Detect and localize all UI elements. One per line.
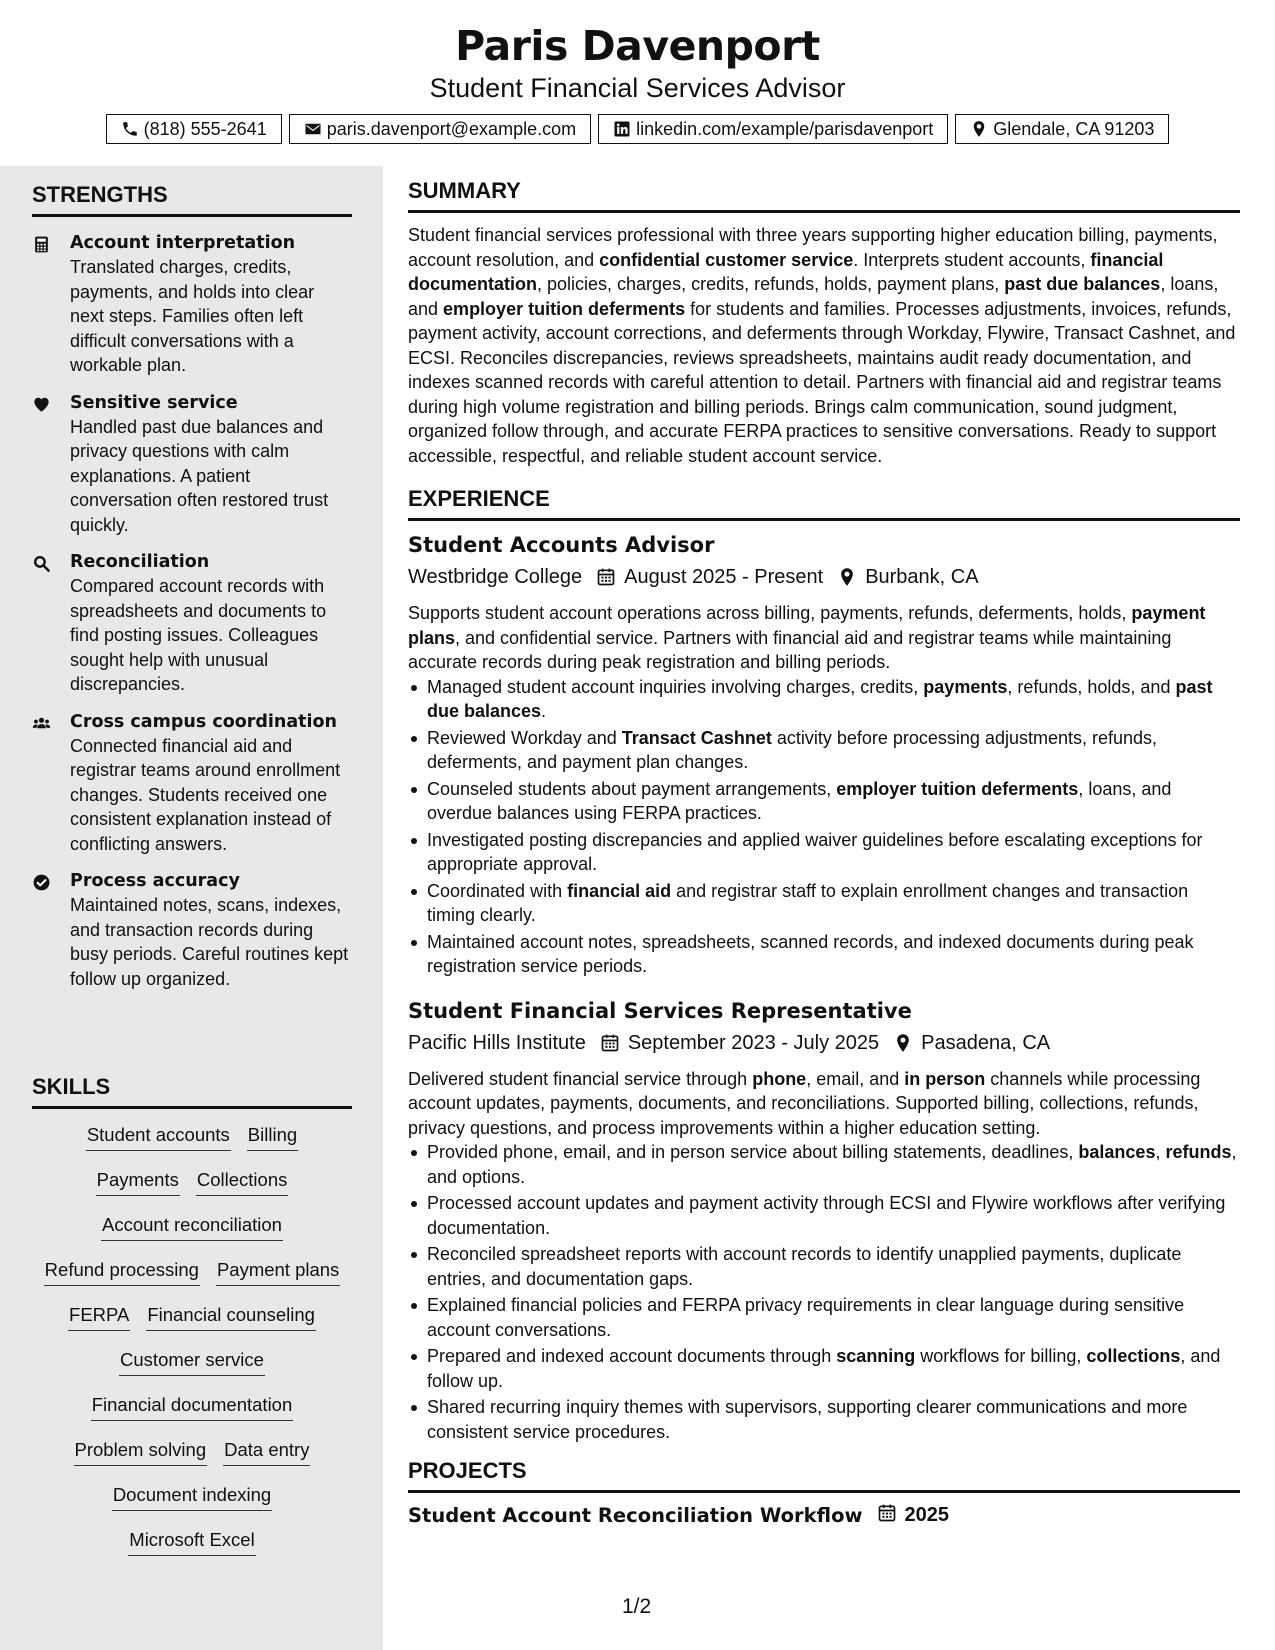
strength-item xyxy=(32,391,352,538)
bold-text: Transact Cashnet xyxy=(621,727,772,748)
project-year: 2025 xyxy=(904,1504,949,1526)
skill-row xyxy=(44,1258,341,1303)
skills-section xyxy=(32,1074,352,1573)
bullet-item xyxy=(408,1140,1240,1189)
summary-text xyxy=(408,223,1240,468)
text-run: Investigated posting discrepancies and applied waiver guidelines before escalating exceptions for appropriate approval. xyxy=(427,829,1203,874)
skill-tag: Financial documentation xyxy=(91,1393,294,1421)
bold-text: collections xyxy=(1086,1346,1181,1366)
strength-desc: Translated charges, credits, payments, and holds into clear next steps. Families often left difficult conversations with a workable plan. xyxy=(70,257,315,375)
contact-linkedin[interactable] xyxy=(598,114,948,144)
strength-desc: Maintained notes, scans, indexes, and transaction records during busy periods. Careful routines kept follow up organized. xyxy=(70,895,349,989)
text-run: Supports student account operations across billing, payments, refunds, deferments, holds, xyxy=(408,603,1132,623)
skill-tag: Payments xyxy=(96,1168,180,1196)
experience-heading: EXPERIENCE xyxy=(408,486,1240,521)
bold-text: employer tuition deferments xyxy=(836,778,1079,799)
job-intro xyxy=(408,601,1240,675)
bullet-item xyxy=(408,777,1240,826)
contact-location[interactable] xyxy=(955,114,1169,144)
job-company: Westbridge College xyxy=(408,566,583,588)
skill-tag: Payment plans xyxy=(216,1258,340,1286)
text-run: , policies, charges, credits, refunds, holds, payment plans, xyxy=(537,274,1005,294)
job-location: Burbank, CA xyxy=(865,566,979,588)
skill-row xyxy=(68,1303,316,1348)
project-entry xyxy=(408,1503,1240,1528)
job-meta xyxy=(408,1029,1240,1057)
text-run: Provided phone, email, and in person service about billing statements, deadlines, xyxy=(427,1142,1079,1162)
text-run: , and confidential service. Partners with financial aid and registrar teams while maintaining accurate records during peak registration and billing periods. xyxy=(408,627,1172,672)
text-run: workflows for billing, xyxy=(915,1346,1087,1366)
text-run: activity before processing adjustments, refunds, deferments, and payment plan changes. xyxy=(427,727,1158,772)
bold-text: financial documentation xyxy=(408,249,1164,294)
contact-email-text: paris.davenport@example.com xyxy=(326,118,577,139)
skill-tag: FERPA xyxy=(68,1303,130,1331)
skill-row xyxy=(91,1393,294,1438)
skill-row xyxy=(128,1528,255,1573)
text-run: for students and families. Processes adjustments, invoices, refunds, payment activity, account corrections, and deferments through Workday, Flywire, Transact Cashnet, and ECSI. Reconciles discrepancies, reviews spreadsheets, maintains audit ready documentation, and indexes scanned records with careful attention to detail. Partners with financial aid and registrar teams during high volume registration and billing periods. Brings calm communication, sound judgment, organized follow through, and accurate FERPA practices to sensitive conversations. Ready to support accessible, respectful, and reliable student account service. xyxy=(408,298,1236,466)
job-meta xyxy=(408,563,1240,591)
text-run: . xyxy=(541,701,547,721)
skill-tag: Billing xyxy=(247,1123,298,1151)
strength-item xyxy=(32,231,352,378)
bold-text: balances xyxy=(1078,1142,1156,1162)
text-run: Student financial services professional with three years supporting higher education billing, payments, account resolution, and xyxy=(408,225,1218,270)
text-run: and registrar staff to explain enrollment changes and transaction timing clearly. xyxy=(427,880,1189,925)
phone-icon xyxy=(121,120,139,138)
text-run: Delivered student financial service through xyxy=(408,1068,753,1089)
contact-phone-text: (818) 555-2641 xyxy=(143,118,267,139)
text-run: Coordinated with xyxy=(427,880,568,901)
bold-text: financial aid xyxy=(567,880,672,901)
skill-tag: Document indexing xyxy=(112,1483,272,1511)
bullet-item xyxy=(408,1191,1240,1240)
candidate-name: Paris Davenport xyxy=(455,22,820,70)
map-pin-icon xyxy=(837,567,865,587)
text-run: , loans, and overdue balances using FERPA practices. xyxy=(427,778,1172,823)
job-entry xyxy=(408,531,1240,979)
calendar-icon xyxy=(863,1503,905,1528)
resume-header xyxy=(0,0,1275,166)
sidebar xyxy=(0,166,383,1650)
bold-text: in person xyxy=(904,1068,986,1089)
job-dates: September 2023 - July 2025 xyxy=(627,1031,880,1054)
job-dates: August 2025 - Present xyxy=(624,566,824,588)
job-entry xyxy=(408,997,1240,1445)
search-icon xyxy=(32,550,60,697)
text-run: Maintained account notes, spreadsheets, scanned records, and indexed documents during peak registration service periods. xyxy=(427,931,1194,976)
strengths-heading: STRENGTHS xyxy=(32,182,352,217)
bullet-item xyxy=(408,675,1240,724)
contact-bar xyxy=(0,114,1275,144)
skill-tag: Student accounts xyxy=(86,1123,231,1151)
text-run: Managed student account inquiries involving charges, credits, xyxy=(427,676,924,697)
strength-name: Sensitive service xyxy=(70,392,238,413)
project-title: Student Account Reconciliation Workflow xyxy=(408,1504,863,1527)
users-icon xyxy=(32,710,60,857)
text-run: , refunds, holds, and xyxy=(1007,676,1176,697)
skill-row xyxy=(96,1168,289,1213)
strength-desc: Connected financial aid and registrar teams around enrollment changes. Students received one consistent explanation instead of conflicting answers. xyxy=(70,735,341,854)
calculator-icon xyxy=(32,231,60,378)
job-location: Pasadena, CA xyxy=(921,1031,1051,1054)
job-title: Student Accounts Advisor xyxy=(408,533,715,557)
strength-name: Reconciliation xyxy=(70,552,210,572)
text-run: , email, and xyxy=(806,1068,905,1089)
bullet-item xyxy=(408,828,1240,877)
main-column xyxy=(408,178,1240,1528)
strength-item xyxy=(32,710,352,857)
skill-tag: Data entry xyxy=(223,1438,310,1466)
bold-text: payments xyxy=(923,676,1008,697)
text-run: , loans, and xyxy=(408,274,1219,319)
bullet-item xyxy=(408,1395,1240,1444)
job-intro xyxy=(408,1067,1240,1141)
skill-row xyxy=(86,1123,298,1168)
projects-heading: PROJECTS xyxy=(408,1458,1240,1493)
bullet-item xyxy=(408,1242,1240,1291)
strength-desc: Handled past due balances and privacy questions with calm explanations. A patient conversation often restored trust quickly. xyxy=(70,416,329,535)
job-bullets xyxy=(408,1140,1240,1444)
bullet-item xyxy=(408,930,1240,979)
text-run: Reviewed Workday and xyxy=(427,727,622,748)
strength-name: Account interpretation xyxy=(70,233,296,253)
page-number: 1/2 xyxy=(622,1595,652,1618)
strength-item xyxy=(32,550,352,697)
strength-name: Process accuracy xyxy=(70,871,240,891)
skills-list xyxy=(32,1123,352,1573)
text-run: , and options. xyxy=(427,1142,1237,1187)
bullet-item xyxy=(408,1293,1240,1342)
map-pin-icon xyxy=(893,1033,921,1053)
contact-email[interactable] xyxy=(289,114,591,144)
bullet-item xyxy=(408,1344,1240,1393)
strength-name: Cross campus coordination xyxy=(70,711,338,732)
skill-row xyxy=(119,1348,265,1393)
contact-phone[interactable] xyxy=(106,114,282,144)
bold-text: refunds xyxy=(1165,1142,1232,1162)
job-bullets xyxy=(408,675,1240,979)
summary-heading: SUMMARY xyxy=(408,178,1240,213)
calendar-icon xyxy=(600,1033,628,1053)
text-run: Processed account updates and payment activity through ECSI and Flywire workflows after verifying documentation. xyxy=(427,1193,1226,1238)
bold-text: past due balances xyxy=(1004,274,1161,294)
text-run: . Interprets student accounts, xyxy=(853,249,1091,270)
bold-text: phone xyxy=(752,1068,807,1089)
text-run: Shared recurring inquiry themes with supervisors, supporting clearer communications and more consistent service procedures. xyxy=(427,1397,1188,1442)
map-pin-icon xyxy=(970,120,988,138)
text-run: channels while processing account updates, payments, documents, and reconciliations. Supported billing, collections, refunds, privacy questions, and process improvements within a higher education setting. xyxy=(408,1068,1201,1138)
strengths-section xyxy=(32,182,352,1004)
text-run: Reconciled spreadsheet reports with account records to identify unapplied payments, duplicate entries, and documentation gaps. xyxy=(427,1244,1182,1289)
text-run: , and follow up. xyxy=(427,1346,1221,1391)
text-run: Explained financial policies and FERPA privacy requirements in clear language during sensitive account conversations. xyxy=(427,1295,1185,1340)
skill-row xyxy=(101,1213,283,1258)
job-title: Student Financial Services Representative xyxy=(408,998,912,1023)
bold-text: scanning xyxy=(836,1346,916,1366)
strength-desc: Compared account records with spreadsheets and documents to find posting issues. Colleagues sought help with unusual discrepancies. xyxy=(70,576,327,694)
text-run: Prepared and indexed account documents through xyxy=(427,1346,837,1366)
bullet-item xyxy=(408,726,1240,775)
text-run: Counseled students about payment arrangements, xyxy=(427,778,837,799)
linkedin-icon xyxy=(613,120,631,138)
contact-location-text: Glendale, CA 91203 xyxy=(993,118,1155,139)
bold-text: payment plans xyxy=(408,603,1206,648)
skill-tag: Problem solving xyxy=(74,1438,208,1466)
candidate-title: Student Financial Services Advisor xyxy=(429,73,846,103)
contact-linkedin-text: linkedin.com/example/parisdavenport xyxy=(636,118,934,139)
strength-item xyxy=(32,869,352,991)
text-run: , xyxy=(1155,1142,1166,1162)
job-company: Pacific Hills Institute xyxy=(408,1031,586,1054)
envelope-icon xyxy=(304,120,322,138)
calendar-icon xyxy=(596,567,624,587)
skill-tag: Refund processing xyxy=(44,1258,200,1286)
skill-tag: Microsoft Excel xyxy=(128,1528,255,1556)
bullet-item xyxy=(408,879,1240,928)
bold-text: employer tuition deferments xyxy=(443,298,686,319)
skill-tag: Customer service xyxy=(119,1348,265,1376)
heart-icon xyxy=(32,391,60,538)
skill-tag: Collections xyxy=(196,1168,289,1196)
skill-tag: Account reconciliation xyxy=(101,1213,283,1241)
skill-row xyxy=(74,1438,311,1483)
bold-text: past due balances xyxy=(427,676,1213,721)
bold-text: confidential customer service xyxy=(599,249,854,270)
skill-row xyxy=(112,1483,272,1528)
skill-tag: Financial counseling xyxy=(146,1303,316,1331)
skills-heading: SKILLS xyxy=(32,1074,352,1109)
check-circle-icon xyxy=(32,869,60,991)
